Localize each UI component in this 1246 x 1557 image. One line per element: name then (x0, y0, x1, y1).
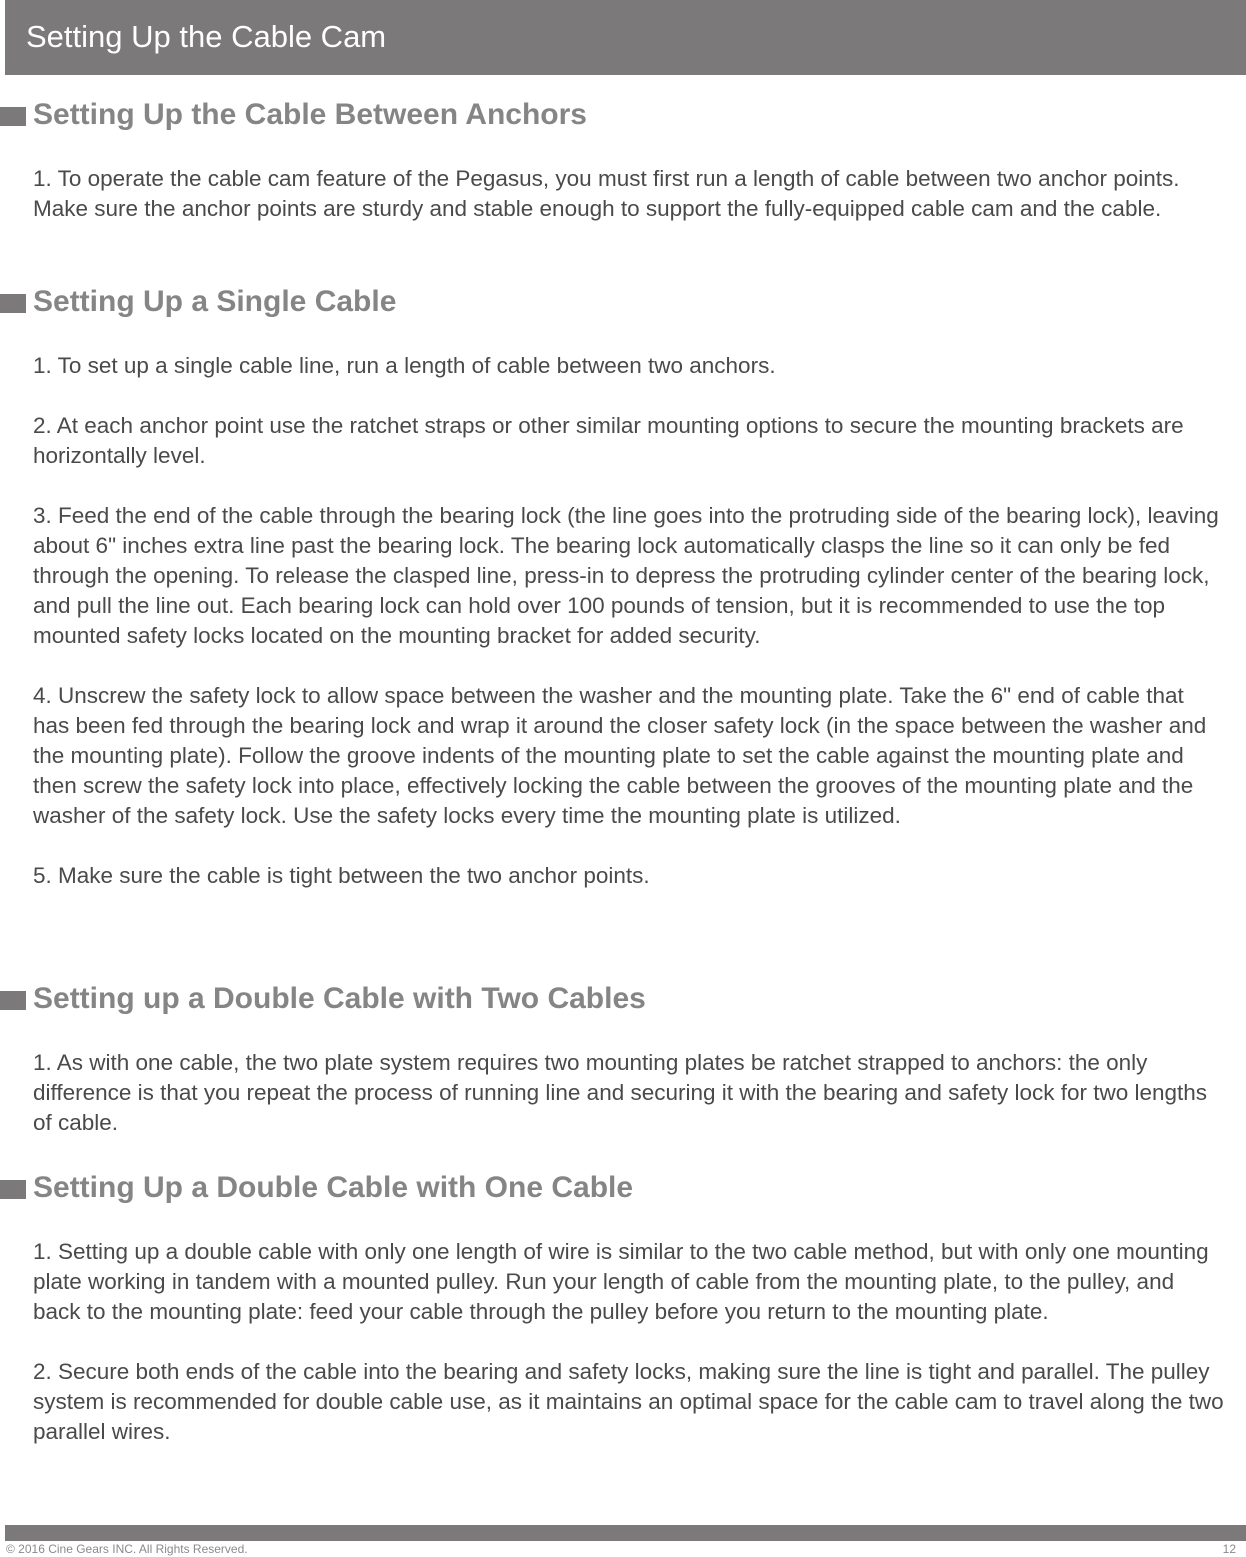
footer-copyright: © 2016 Cine Gears INC. All Rights Reserved. (6, 1542, 248, 1556)
paragraph: 1. To set up a single cable line, run a length of cable between two anchors. (33, 353, 776, 378)
page-number: 12 (1222, 1542, 1236, 1556)
paragraph: 1. To operate the cable cam feature of the Pegasus, you must first run a length of cable between two anchor points. Make sure the anchor points are sturdy and stable enough to support the fully-equipped cable cam and the cable. (33, 166, 1180, 221)
paragraph: 2. At each anchor point use the ratchet straps or other similar mounting options to secure the mounting brackets are horizontally level. (33, 413, 1184, 468)
page-title: Setting Up the Cable Cam (26, 19, 387, 54)
section-heading-text: Setting Up a Double Cable with One Cable (33, 1171, 634, 1204)
heading-marker-icon (0, 107, 26, 126)
section-heading-text: Setting Up a Single Cable (33, 285, 397, 318)
heading-marker-icon (0, 294, 26, 313)
paragraph: 5. Make sure the cable is tight between the two anchor points. (33, 863, 650, 888)
section-double-cable-one-cable (0, 1171, 1246, 1447)
paragraph: 4. Unscrew the safety lock to allow space between the washer and the mounting plate. Take the 6" end of cable that has been fed through the bearing lock and wrap it around the closer safety lock (in the space between the washer and the mounting plate). Follow the groove indents of the mounting plate to set the cable against the mounting plate and then screw the safety lock into place, effectively locking the cable between the grooves of the mounting plate and the washer of the safety lock. Use the safety locks every time the mounting plate is utilized. (33, 683, 1207, 828)
section-double-cable-two-cables (0, 982, 1246, 1138)
paragraph: 1. As with one cable, the two plate system requires two mounting plates be ratchet strapped to anchors: the only difference is that you repeat the process of running line and securing it with the bearing and safety lock for two lengths of cable. (33, 1050, 1208, 1135)
footer-bar (5, 1525, 1246, 1541)
paragraph: 2. Secure both ends of the cable into the bearing and safety locks, making sure the line is tight and parallel. The pulley system is recommended for double cable use, as it maintains an optimal space for the cable cam to travel along the two parallel wires. (33, 1359, 1224, 1444)
heading-marker-icon (0, 1180, 26, 1199)
section-heading (0, 98, 1246, 134)
section-single-cable (0, 285, 1246, 891)
section-heading (0, 1171, 1246, 1207)
section-heading-text: Setting up a Double Cable with Two Cables (33, 982, 646, 1015)
section-heading (0, 982, 1246, 1018)
heading-marker-icon (0, 991, 26, 1010)
section-heading (0, 285, 1246, 321)
paragraph: 3. Feed the end of the cable through the bearing lock (the line goes into the protruding side of the bearing lock), leaving about 6" inches extra line past the bearing lock. The bearing lock automatically clasps the line so it can only be fed through the opening. To release the clasped line, press-in to depress the protruding cylinder center of the bearing lock, and pull the line out. Each bearing lock can hold over 100 pounds of tension, but it is recommended to use the top mounted safety locks located on the mounting bracket for added security. (33, 503, 1219, 648)
section-cable-between-anchors (0, 98, 1246, 224)
header-bar (5, 0, 1246, 75)
section-heading-text: Setting Up the Cable Between Anchors (33, 98, 587, 131)
paragraph: 1. Setting up a double cable with only one length of wire is similar to the two cable method, but with only one mounting plate working in tandem with a mounted pulley. Run your length of cable from the mounting plate, to the pulley, and back to the mounting plate: feed your cable through the pulley before you return to the mounting plate. (33, 1239, 1209, 1324)
